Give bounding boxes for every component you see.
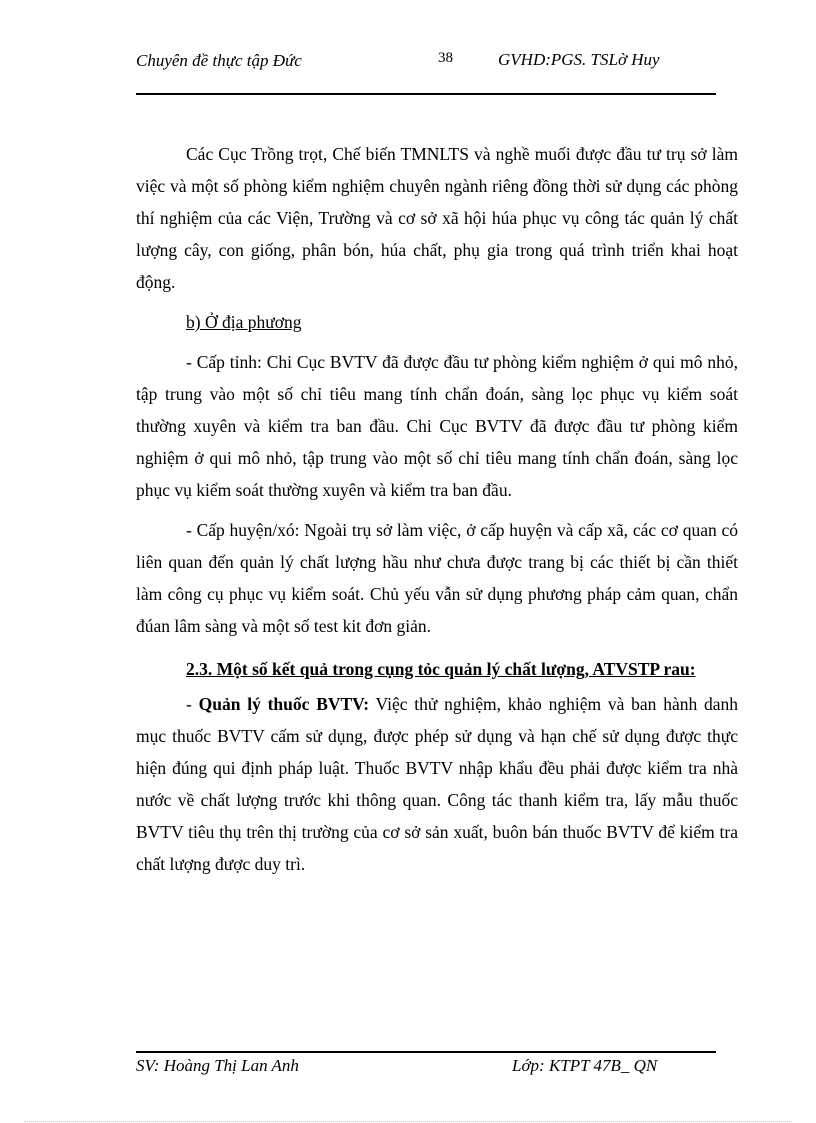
- paragraph-3: - Cấp huyện/xó: Ngoài trụ sở làm việc, ở cấp huyện và cấp xã, các cơ quan có liên quan đến quản lý chất lượng hầu như chưa được trang bị các thiết bị cần thiết làm công cụ phục vụ kiểm soát. Chủ yếu vẫn sử dụng phương pháp cảm quan, chẩn đúan lâm sàng và một số test kit đơn giản.: [136, 520, 738, 636]
- paragraph-4-text: Việc thử nghiệm, khảo nghiệm và ban hành danh mục thuốc BVTV cấm sử dụng, được phép sử dụng và hạn chế sử dụng được thực hiện đúng qui định pháp luật. Thuốc BVTV nhập khẩu đều phải được kiểm tra nhà nước về chất lượng trước khi thông quan. Công tác thanh kiểm tra, lấy mẫu thuốc BVTV tiêu thụ trên thị trường của cơ sở sản xuất, buôn bán thuốc BVTV để kiểm tra chất lượng được duy trì.: [136, 694, 739, 874]
- header-divider: [136, 93, 716, 95]
- paragraph-4-prefix: -: [186, 694, 199, 714]
- paragraph-1: Các Cục Trồng trọt, Chế biến TMNLTS và nghề muối được đầu tư trụ sở làm việc và một số phòng kiểm nghiệm chuyên ngành riêng đồng thời sử dụng các phòng thí nghiệm của các Viện, Trường và cơ sở xã hội húa phục vụ công tác quản lý chất lượng cây, con giống, phân bón, húa chất, phụ gia trong quá trình triển khai hoạt động.: [136, 144, 738, 292]
- page-bottom-border: [24, 1121, 792, 1122]
- document-body: [136, 138, 738, 888]
- paragraph-4: [136, 688, 738, 880]
- section-heading: 2.3. Một số kết quả trong cụng tỏc quản lý chất lượng, ATVSTP rau:: [186, 659, 696, 679]
- footer-divider: [136, 1051, 716, 1053]
- footer-class: Lớp: KTPT 47B_ QN: [512, 1056, 658, 1075]
- header-right-advisor: GVHD:PGS. TSLờ Huy: [498, 50, 660, 69]
- subheading-local: b) Ở địa phương: [186, 312, 302, 332]
- footer-student: SV: Hoàng Thị Lan Anh: [136, 1056, 299, 1075]
- paragraph-4-bold-lead: Quản lý thuốc BVTV:: [198, 694, 370, 714]
- page-number: 38: [438, 50, 453, 66]
- paragraph-2: - Cấp tỉnh: Chi Cục BVTV đã được đầu tư phòng kiểm nghiệm ở qui mô nhỏ, tập trung vào một số chỉ tiêu mang tính chẩn đoán, sàng lọc phục vụ kiểm soát thường xuyên và kiểm tra ban đầu. Chi Cục BVTV đã được đầu tư phòng kiểm nghiệm ở qui mô nhỏ, tập trung vào một số chỉ tiêu mang tính chẩn đoán, sàng lọc phục vụ kiểm soát thường xuyên và kiểm tra ban đầu.: [136, 352, 738, 500]
- header-left-title: Chuyên đề thực tập Đức: [136, 51, 302, 70]
